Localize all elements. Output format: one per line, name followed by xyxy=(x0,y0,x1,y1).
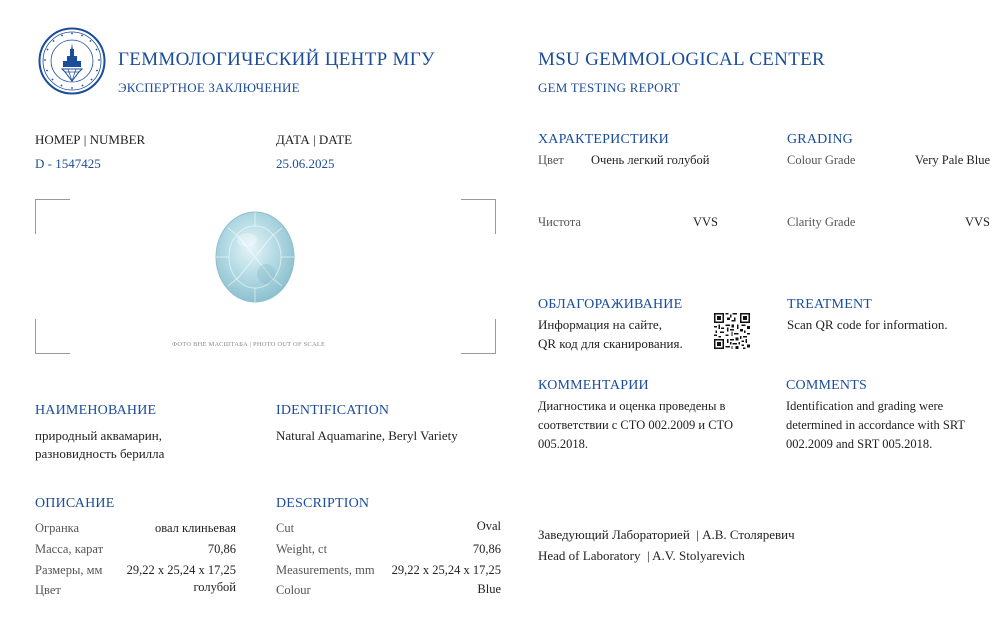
date-value: 25.06.2025 xyxy=(276,156,335,171)
description-label-en: Cut xyxy=(276,521,295,535)
comments-text-ru: Диагностика и оценка проведены в соответствии с СТО 002.2009 и СТО 005.2018. xyxy=(538,399,734,451)
description-value-ru: 70,86 xyxy=(207,542,236,556)
clarity-value-en: VVS xyxy=(964,215,990,229)
colour-value-ru: Очень легкий голубой xyxy=(591,153,710,167)
number-value: D - 1547425 xyxy=(35,156,101,171)
description-value-en: 70,86 xyxy=(472,542,501,556)
description-label-ru: Масса, карат xyxy=(35,542,104,556)
description-value-en: Blue xyxy=(477,582,501,596)
signature-line-en: Head of Laboratory | A.V. Stolyarevich xyxy=(538,548,745,563)
photo-caption: ФОТО ВНЕ МАСШТАБА | PHOTO OUT OF SCALE xyxy=(172,341,326,348)
clarity-label-en: Clarity Grade xyxy=(787,215,856,229)
frame-corner-bottom-left xyxy=(35,319,70,354)
frame-corner-top-left xyxy=(35,199,70,234)
description-label-ru: Огранка xyxy=(35,521,80,535)
signature-line-ru: Заведующий Лабораторией | А.В. Столяревич xyxy=(538,527,795,542)
description-value-ru: 29,22 x 25,24 x 17,25 xyxy=(126,563,236,577)
description-value-en: Oval xyxy=(476,519,501,533)
description-heading-en: DESCRIPTION xyxy=(276,496,370,511)
identification-value-ru-line1: природный аквамарин, xyxy=(35,428,162,443)
comments-heading-en: COMMENTS xyxy=(786,378,867,393)
number-label: НОМЕР | NUMBER xyxy=(35,132,146,147)
header-title-ru: ГЕММОЛОГИЧЕСКИЙ ЦЕНТР МГУ xyxy=(118,49,435,70)
header-subtitle-en: GEM TESTING REPORT xyxy=(538,80,680,95)
treatment-text-ru-line1: Информация на сайте, xyxy=(538,317,662,332)
description-value-en: 29,22 x 25,24 x 17,25 xyxy=(391,563,501,577)
frame-corner-bottom-right xyxy=(461,319,496,354)
description-value-ru: овал клиньевая xyxy=(155,521,236,535)
identification-heading-ru: НАИМЕНОВАНИЕ xyxy=(35,403,157,418)
oval-aquamarine-gem-icon xyxy=(214,210,296,304)
colour-label-en: Colour Grade xyxy=(787,153,856,167)
colour-value-en: Very Pale Blue xyxy=(915,153,990,167)
description-label-en: Measurements, mm xyxy=(276,563,375,577)
clarity-value-ru: VVS xyxy=(692,215,718,229)
treatment-heading-en: TREATMENT xyxy=(787,297,873,312)
qr-code[interactable] xyxy=(714,313,750,349)
header-subtitle-ru: ЭКСПЕРТНОЕ ЗАКЛЮЧЕНИЕ xyxy=(118,80,300,95)
logo-seal xyxy=(38,27,106,95)
gem-photo xyxy=(214,210,296,304)
qr-code-icon xyxy=(714,313,750,349)
msu-gemmological-seal-icon xyxy=(38,27,106,95)
description-heading-ru: ОПИСАНИЕ xyxy=(35,496,115,511)
comments-text-en: Identification and grading were determined in accordance with SRT 002.2009 and SRT 005.2018. xyxy=(786,399,965,451)
identification-value-ru-line2: разновидность берилла xyxy=(35,446,165,461)
grading-heading-ru: ХАРАКТЕРИСТИКИ xyxy=(538,132,669,147)
description-label-ru: Размеры, мм xyxy=(35,563,103,577)
description-label-en: Weight, ct xyxy=(276,542,328,556)
description-value-ru: голубой xyxy=(193,580,236,594)
treatment-heading-ru: ОБЛАГОРАЖИВАНИЕ xyxy=(538,297,683,312)
clarity-label-ru: Чистота xyxy=(538,215,581,229)
treatment-text-ru-line2: QR код для сканирования. xyxy=(538,336,683,351)
treatment-text-en: Scan QR code for information. xyxy=(787,317,948,332)
description-label-ru: Цвет xyxy=(35,583,61,597)
grading-heading-en: GRADING xyxy=(787,132,853,147)
identification-heading-en: IDENTIFICATION xyxy=(276,403,390,418)
description-label-en: Colour xyxy=(276,583,311,597)
date-label: ДАТА | DATE xyxy=(276,132,353,147)
frame-corner-top-right xyxy=(461,199,496,234)
colour-label-ru: Цвет xyxy=(538,153,564,167)
comments-heading-ru: КОММЕНТАРИИ xyxy=(538,378,649,393)
header-title-en: MSU GEMMOLOGICAL CENTER xyxy=(538,49,825,70)
identification-value-en: Natural Aquamarine, Beryl Variety xyxy=(276,428,458,443)
